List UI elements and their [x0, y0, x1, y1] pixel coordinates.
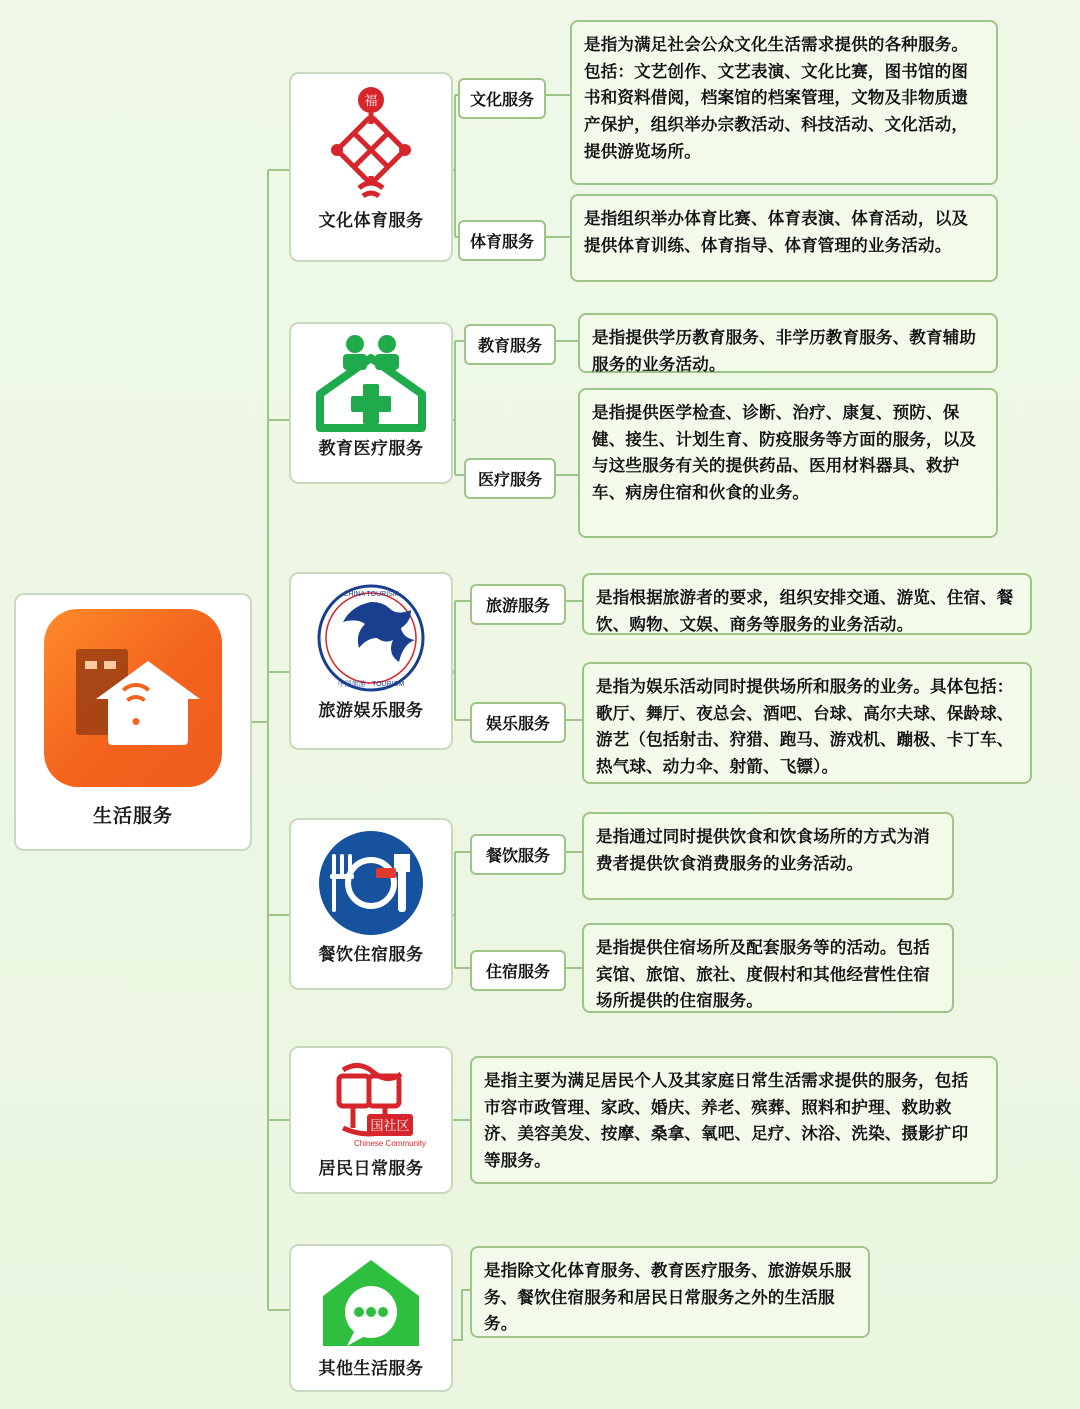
category-node-culture-sports[interactable] [289, 72, 453, 262]
chinese-knot-icon [305, 82, 437, 204]
sub-label-tourism-service[interactable]: 旅游服务 [470, 584, 566, 625]
svg-text:CHINA TOURISM: CHINA TOURISM [343, 591, 399, 598]
flying-horse-tourism-icon [305, 582, 437, 694]
category-label: 居民日常服务 [318, 1159, 424, 1178]
sub-label-accommodation-service[interactable]: 住宿服务 [470, 950, 566, 991]
category-node-tourism-entertainment[interactable] [289, 572, 453, 750]
svg-text:Chinese Community: Chinese Community [353, 1139, 427, 1148]
desc-resident-daily-service: 是指主要为满足居民个人及其家庭日常生活需求提供的服务，包括市容市政管理、家政、婚庆、养老、殡葬、照料和护理、救助救济、美容美发、按摩、桑拿、氧吧、足疗、沐浴、洗染、摄影扩印等服务。 [470, 1056, 998, 1184]
root-node[interactable] [14, 593, 252, 851]
home-wifi-icon [44, 609, 222, 787]
svg-text:中国旅游 · TOURISM: 中国旅游 · TOURISM [337, 681, 405, 688]
sub-label-culture-service[interactable]: 文化服务 [458, 78, 546, 119]
sub-label-medical-service[interactable]: 医疗服务 [464, 458, 556, 499]
chat-house-icon [305, 1254, 437, 1352]
sub-label-catering-service[interactable]: 餐饮服务 [470, 834, 566, 875]
category-label: 教育医疗服务 [318, 439, 424, 458]
desc-culture-service: 是指为满足社会公众文化生活需求提供的各种服务。包括：文艺创作、文艺表演、文化比赛，图书馆的图书和资料借阅，档案馆的档案管理，文物及非物质遗产保护，组织举办宗教活动、科技活动、文化活动，提供游览场所。 [570, 20, 998, 185]
category-node-other-life[interactable] [289, 1244, 453, 1392]
root-label: 生活服务 [92, 806, 173, 827]
desc-education-service: 是指提供学历教育服务、非学历教育服务、教育辅助服务的业务活动。 [578, 313, 998, 373]
desc-catering-service: 是指通过同时提供饮食和饮食场所的方式为消费者提供饮食消费服务的业务活动。 [582, 812, 954, 900]
desc-medical-service: 是指提供医学检查、诊断、治疗、康复、预防、保健、接生、计划生育、防疫服务等方面的服务，以及与这些服务有关的提供药品、医用材料器具、救护车、病房住宿和伙食的业务。 [578, 388, 998, 538]
desc-tourism-service: 是指根据旅游者的要求，组织安排交通、游览、住宿、餐饮、购物、文娱、商务等服务的业务活动。 [582, 573, 1032, 635]
hospital-cross-icon [305, 332, 437, 432]
sub-label-sports-service[interactable]: 体育服务 [458, 220, 546, 261]
sub-label-education-service[interactable]: 教育服务 [464, 324, 556, 365]
desc-accommodation-service: 是指提供住宿场所及配套服务等的活动。包括宾馆、旅馆、旅社、度假村和其他经营性住宿场所提供的住宿服务。 [582, 923, 954, 1013]
desc-other-life-service: 是指除文化体育服务、教育医疗服务、旅游娱乐服务、餐饮住宿服务和居民日常服务之外的生活服务。 [470, 1246, 870, 1338]
category-node-catering-accommodation[interactable] [289, 818, 453, 990]
desc-sports-service: 是指组织举办体育比赛、体育表演、体育活动，以及提供体育训练、体育指导、体育管理的业务活动。 [570, 194, 998, 282]
category-label: 旅游娱乐服务 [318, 701, 424, 720]
category-label: 餐饮住宿服务 [318, 945, 424, 964]
category-label: 文化体育服务 [318, 211, 424, 230]
category-node-education-medical[interactable] [289, 322, 453, 484]
sub-label-entertainment-service[interactable]: 娱乐服务 [470, 702, 566, 743]
category-node-resident-daily[interactable] [289, 1046, 453, 1194]
svg-text:福: 福 [364, 93, 378, 108]
category-label: 其他生活服务 [318, 1359, 424, 1378]
community-knot-icon [305, 1056, 437, 1152]
desc-entertainment-service: 是指为娱乐活动同时提供场所和服务的业务。具体包括：歌厅、舞厅、夜总会、酒吧、台球、高尔夫球、保龄球、游艺（包括射击、狩猎、跑马、游戏机、蹦极、卡丁车、热气球、动力伞、射箭、飞镖）。 [582, 662, 1032, 784]
svg-text:国社区: 国社区 [370, 1118, 410, 1133]
restaurant-plate-icon [305, 828, 437, 938]
